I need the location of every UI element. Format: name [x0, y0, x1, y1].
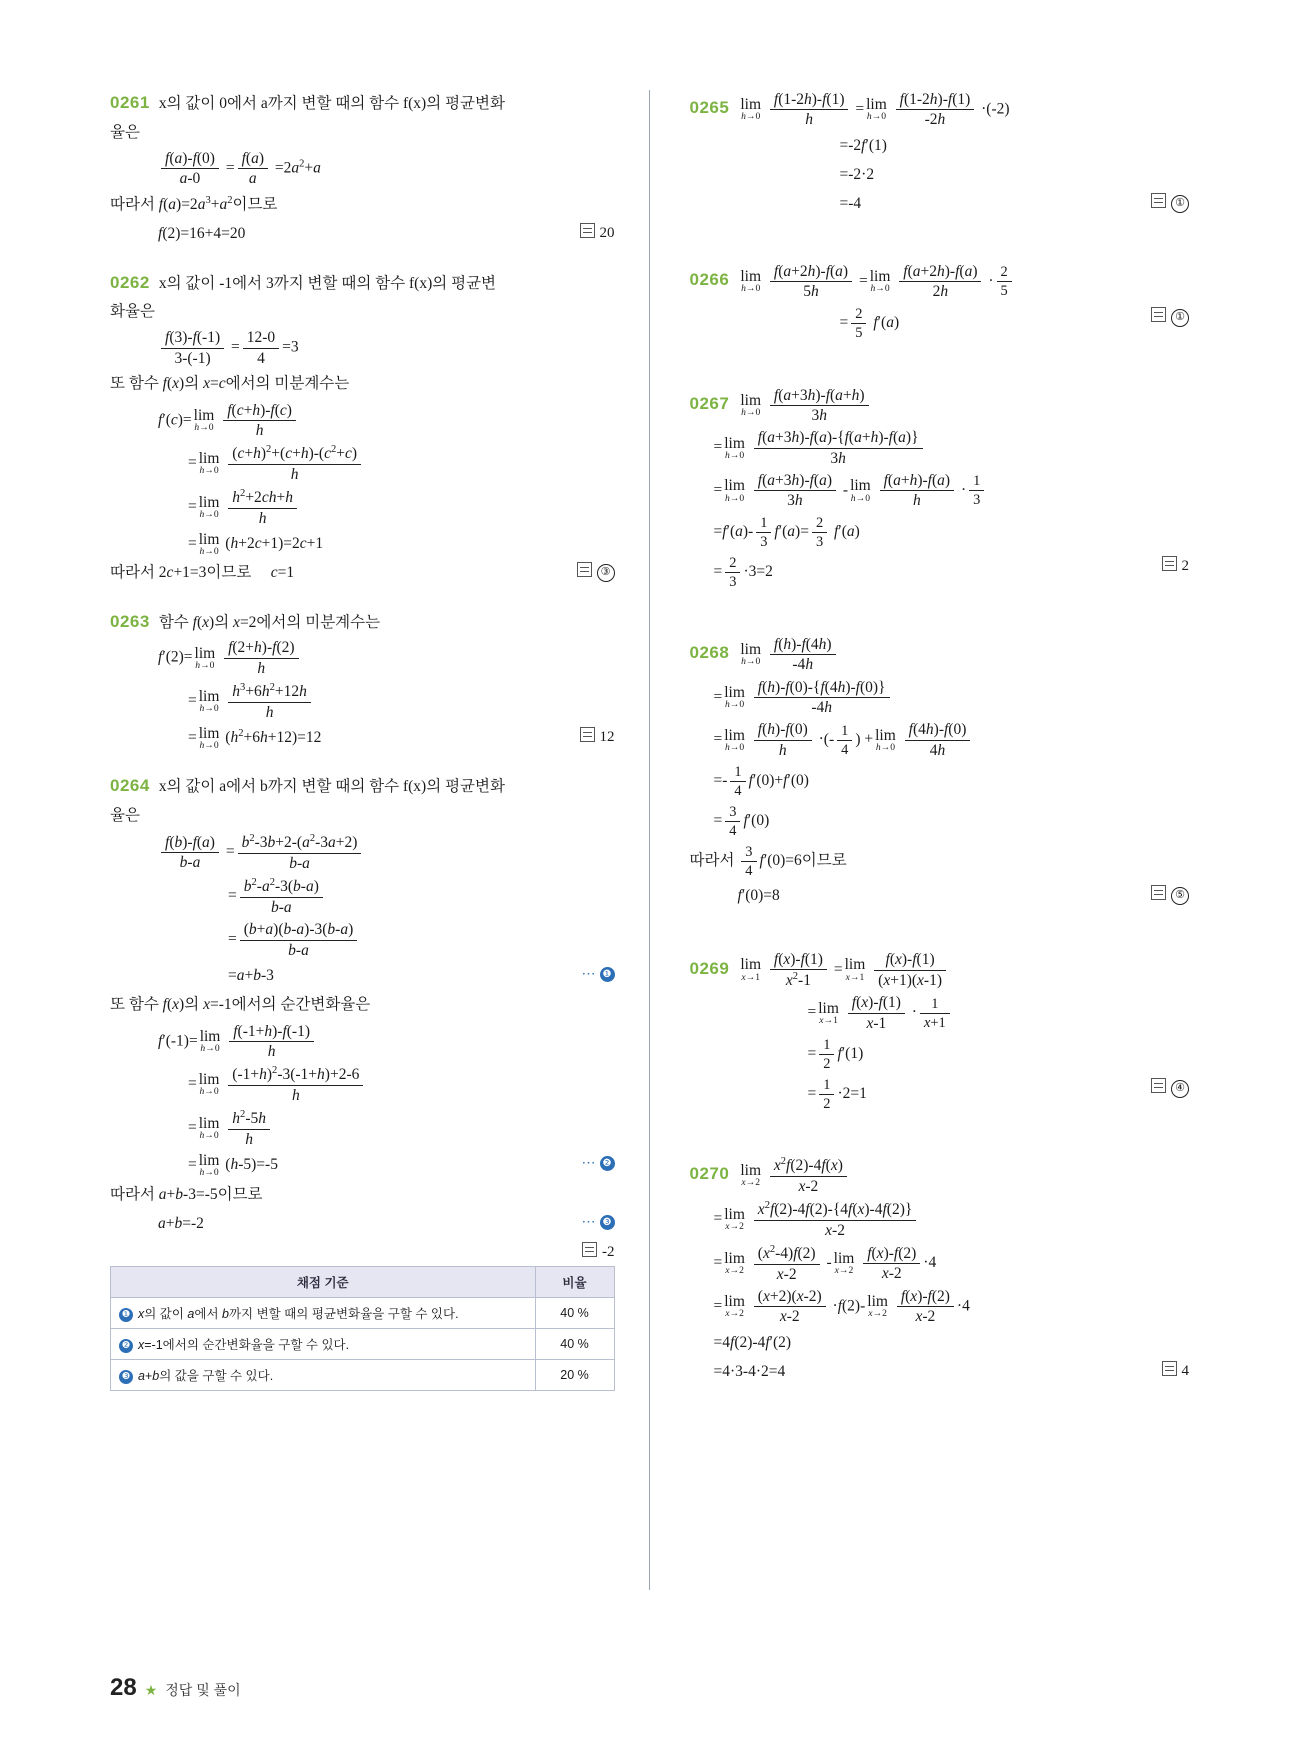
formula-main: lim x→1 $\frac{f(x)-f(1)}{x^2-1}$ = lim x→1 $\frac{f(x)-f(1)}{(x+1)(x-1)}$	[738, 950, 949, 991]
formula-main: lim h→0 $\frac{f(a+2h)-f(a)}{5h}$ = lim h→0 $\frac{f(a+2h)-f(a)}{2h}$ · $\frac{2}{5}$	[738, 262, 1014, 302]
answer-box-icon	[1151, 1078, 1166, 1093]
answer-0268: ⑤	[1151, 883, 1189, 909]
answer-0267: 2	[1162, 554, 1190, 580]
step-badge-3: ❸	[119, 1370, 133, 1384]
formula-avg-rate: $\frac{f(a)-f(0)}{a-0}$ = $\frac{f(a)}{a}$ $=2a^2+a$	[110, 149, 615, 189]
formula-main: lim h→0 $\frac{f(h)-f(4h)}{-4h}$	[738, 635, 838, 675]
footer-label: 정답 및 풀이	[165, 1682, 241, 1698]
formula-step4: = lim x→2 $\frac{(x+2)(x-2)}{x-2}$ ·f(2)- lim x→2 $\frac{f(x)-f(2)}{x-2}$ ·4	[713, 1288, 970, 1326]
solution-0264	[110, 773, 615, 1390]
formula-step4: =a+b-3 ⋯ ❶	[110, 963, 615, 989]
final-line: f′(0)=8 ⑤	[690, 883, 1190, 909]
answer-0263: 12	[580, 725, 615, 751]
answer-0265: ①	[1151, 191, 1189, 217]
mid-text: 또 함수 f(x)의 x=-1에서의 순간변화율은	[110, 996, 371, 1014]
solution-0267	[690, 386, 1190, 591]
answer-box-icon	[582, 1242, 597, 1257]
rubric-ratio-3: 20 %	[535, 1359, 614, 1390]
rubric-header-ratio: 비율	[535, 1266, 614, 1297]
problem-number: 0264	[110, 776, 150, 796]
answer-box-icon	[1162, 1361, 1177, 1376]
formula-step3: =-2·2	[839, 166, 875, 184]
step-badge-1: ❶	[119, 1308, 133, 1322]
page-number: 28	[110, 1674, 137, 1701]
left-column	[110, 90, 650, 1590]
formula-step4: =f′(a)- $\frac{1}{3}$ f′(a)= $\frac{2}{3}$ f′(a)	[713, 514, 860, 550]
solution-0270	[690, 1155, 1190, 1385]
answer-box-icon	[580, 727, 595, 742]
formula-step2: =-2f′(1)	[839, 136, 887, 154]
formula-avg-rate: $\frac{f(b)-f(a)}{b-a}$ = $\frac{b^2-3b+2-(a^2-3a+2)}{b-a}$	[110, 832, 615, 873]
formula-step5: =4f(2)-4f′(2)	[713, 1333, 792, 1351]
formula-main: lim x→2 $\frac{x^2f(2)-4f(x)}{x-2}$	[738, 1155, 850, 1196]
solution-0263	[110, 609, 615, 752]
problem-stem: x의 값이 a에서 b까지 변할 때의 함수 f(x)의 평균변화	[158, 778, 505, 796]
answer-0264: -2	[582, 1240, 615, 1266]
formula-step3: = lim h→0 $\frac{f(a+3h)-f(a)}{3h}$ - lim h→0 $\frac{f(a+h)-f(a)}{h}$ · $\frac{1}{3}$	[690, 471, 1190, 511]
table-row	[111, 1297, 615, 1328]
page-footer	[110, 1674, 241, 1702]
formula-result: =4·3-4·2=4 4	[690, 1359, 1190, 1385]
formula-derivative-def: f′(2)= lim h→0 $\frac{f(2+h)-f(2)}{h}$	[110, 638, 615, 678]
answer-box-icon	[1151, 307, 1166, 322]
formula-derivative-def: f′(-1)= lim h→0 $\frac{f(-1+h)-f(-1)}{h}$	[110, 1022, 615, 1062]
formula-simplify: = lim h→0 $\frac{h^2+2ch+h}{h}$	[110, 487, 615, 528]
problem-number: 0263	[110, 611, 150, 631]
therefore-line: 따라서 2c+1=3이므로 c=1 ③	[110, 560, 615, 586]
problem-stem-cont: 율은	[110, 123, 140, 141]
problem-stem: 함수 f(x)의 x=2에서의 미분계수는	[158, 613, 381, 631]
therefore-line: 따라서 $\frac{3}{4}$ f′(0)=6이므로	[689, 844, 847, 880]
formula-result: = $\frac{2}{5}$ f′(a) ①	[690, 305, 1190, 342]
formula-expand: = lim h→0 $\frac{h^3+6h^2+12h}{h}$	[110, 681, 615, 722]
mid-text: 또 함수 f(x)의 x=c에서의 미분계수는	[110, 375, 350, 393]
problem-number: 0266	[689, 270, 730, 290]
solution-0261	[110, 90, 615, 248]
rubric-ratio-1: 40 %	[535, 1297, 614, 1328]
therefore-line: 따라서 $f(a)=2a^3+a^2$이므로	[110, 194, 278, 213]
solution-0268	[690, 635, 1190, 910]
answer-box-icon	[1151, 193, 1166, 208]
problem-number: 0269	[689, 958, 730, 978]
formula-result: = lim h→0 $(h^2+6h+12)=12$ 12	[188, 724, 615, 752]
step-marker-2: ⋯ ❷	[582, 1152, 615, 1176]
problem-number: 0267	[689, 394, 730, 413]
problem-stem: x의 값이 -1에서 3까지 변할 때의 함수 f(x)의 평균변	[158, 274, 497, 292]
formula-step3: = $\frac{(b+a)(b-a)-3(b-a)}{b-a}$	[110, 920, 615, 960]
rubric-table	[110, 1266, 615, 1391]
problem-number: 0262	[110, 272, 150, 292]
problem-stem-cont: 율은	[110, 807, 140, 825]
two-column-layout	[110, 90, 1189, 1590]
problem-stem-cont: 화율은	[110, 303, 155, 321]
rubric-criteria-2: ❷ x=-1에서의 순간변화율을 구할 수 있다.	[111, 1328, 536, 1359]
formula-step2: = lim h→0 $\frac{f(h)-f(0)-\{f(4h)-f(0)\}}{-4h}$	[690, 678, 1190, 718]
formula-result: = lim h→0 (h+2c+1)=2c+1	[188, 530, 324, 558]
rubric-criteria-3: ❸ a+b의 값을 구할 수 있다.	[111, 1359, 536, 1390]
answer-box-icon	[577, 562, 592, 577]
evaluation-line: f(2)=16+4=20 20	[110, 221, 615, 247]
answer-0269: ④	[1151, 1076, 1189, 1102]
table-row	[111, 1328, 615, 1359]
formula-step2: = lim x→1 $\frac{f(x)-f(1)}{x-1}$ · $\frac{1}{x+1}$	[690, 993, 1190, 1033]
rubric-header-criteria: 채점 기준	[111, 1266, 536, 1297]
solution-0265	[690, 90, 1190, 218]
table-row	[111, 1359, 615, 1390]
formula-step3: = lim x→2 $\frac{(x^2-4)f(2)}{x-2}$ - lim x→2 $\frac{f(x)-f(2)}{x-2}$ ·4	[713, 1244, 937, 1283]
formula-step3: = lim h→0 $\frac{f(h)-f(0)}{h}$ ·(- $\frac{1}{4}$ ) + lim h→0 $\frac{f(4h)-f(0)}{4h}$	[690, 720, 1190, 760]
step-marker-3: ⋯ ❸	[582, 1211, 615, 1235]
step-marker-1: ⋯ ❶	[582, 963, 615, 987]
solution-0266	[690, 262, 1190, 342]
formula-main: lim h→0 $\frac{f(1-2h)-f(1)}{h}$ = lim h→0 $\frac{f(1-2h)-f(1)}{-2h}$ ·(-2)	[740, 91, 1010, 129]
answer-box-icon	[1162, 556, 1177, 571]
rubric-ratio-2: 40 %	[535, 1328, 614, 1359]
problem-number: 0265	[689, 98, 730, 118]
rubric-criteria-1: ❶ x의 값이 a에서 b까지 변할 때의 평균변화율을 구할 수 있다.	[111, 1297, 536, 1328]
formula-result: = $\frac{2}{3}$ ·3=2 2	[713, 554, 1189, 590]
solution-0262	[110, 270, 615, 587]
formula-expand: = lim h→0 $\frac{(c+h)^2+(c+h)-(c^2+c)}{h}$	[110, 443, 615, 484]
formula-main: lim h→0 $\frac{f(a+3h)-f(a+h)}{3h}$	[738, 386, 871, 426]
answer-box-icon	[580, 223, 595, 238]
formula-avg-rate: $\frac{f(3)-f(-1)}{3-(-1)}$ = $\frac{12-0}{4}$ =3	[110, 328, 615, 368]
formula-derivative-def: f′(c)= lim h→0 $\frac{f(c+h)-f(c)}{h}$	[110, 401, 615, 441]
formula-step4: =- $\frac{1}{4}$ f′(0)+f′(0)	[713, 764, 809, 800]
formula-step2: = $\frac{b^2-a^2-3(b-a)}{b-a}$	[110, 876, 615, 917]
problem-stem: x의 값이 0에서 a까지 변할 때의 함수 f(x)의 평균변화	[158, 95, 505, 112]
star-icon: ★	[144, 1682, 158, 1698]
final-line: a+b=-2 ⋯ ❸	[110, 1211, 615, 1237]
answer-0270: 4	[1162, 1359, 1190, 1385]
answer-0266: ①	[1151, 305, 1189, 331]
formula-step2: = lim h→0 $\frac{f(a+3h)-f(a)-\{f(a+h)-f(a)\}}{3h}$	[690, 428, 1190, 468]
answer-0261: 20	[580, 221, 615, 247]
formula-expand: = lim h→0 $\frac{(-1+h)^2-3(-1+h)+2-6}{h}$	[110, 1064, 615, 1105]
formula-simplify: = lim h→0 $\frac{h^2-5h}{h}$	[110, 1108, 615, 1149]
answer-box-icon	[1151, 885, 1166, 900]
step-badge-2: ❷	[119, 1339, 133, 1353]
formula-result: =-4 ①	[690, 191, 1190, 217]
formula-result: = lim h→0 (h-5)=-5 ⋯ ❷	[110, 1152, 615, 1178]
right-column	[650, 90, 1190, 1590]
formula-step3: = $\frac{1}{2}$ f′(1)	[807, 1037, 864, 1073]
formula-step5: = $\frac{3}{4}$ f′(0)	[713, 804, 770, 840]
problem-number: 0268	[689, 643, 730, 663]
solution-0269	[690, 950, 1190, 1114]
answer-0262: ③	[577, 560, 615, 586]
therefore-line: 따라서 a+b-3=-5이므로	[110, 1185, 263, 1203]
problem-number: 0261	[110, 93, 150, 112]
problem-number: 0270	[689, 1164, 730, 1184]
formula-result: = $\frac{1}{2}$ ·2=1 ④	[690, 1076, 1190, 1113]
formula-step2: = lim x→2 $\frac{x^2f(2)-4f(2)-\{4f(x)-4f(2)\}}{x-2}$	[690, 1199, 1190, 1240]
